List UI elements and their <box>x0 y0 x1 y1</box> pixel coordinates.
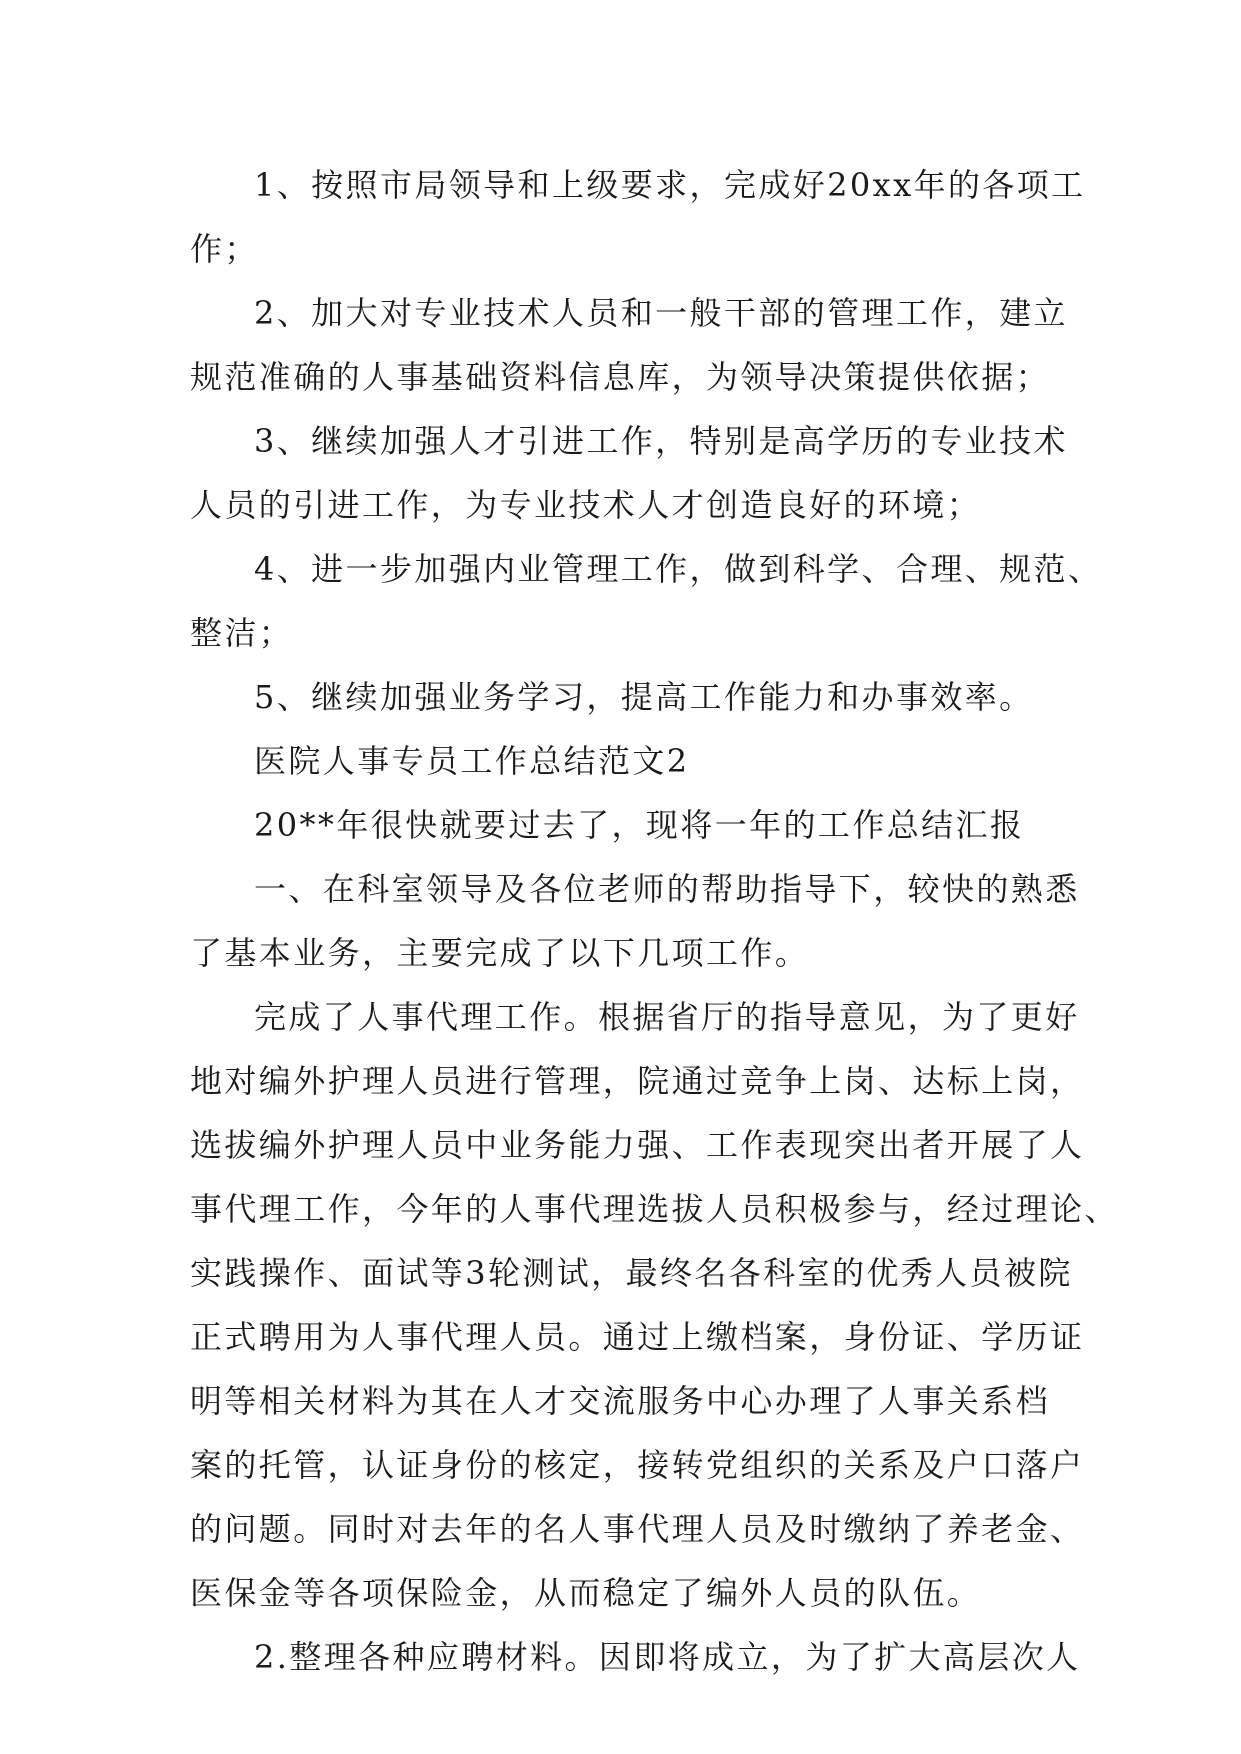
text-line: 作； <box>190 230 259 268</box>
text-line: 一、在科室领导及各位老师的帮助指导下，较快的熟悉 <box>254 870 1080 908</box>
section-heading: 医院人事专员工作总结范文2 <box>254 742 690 780</box>
text-line: 了基本业务，主要完成了以下几项工作。 <box>190 934 810 972</box>
text-line: 正式聘用为人事代理人员。通过上缴档案，身份证、学历证 <box>190 1318 1085 1356</box>
text-line: 案的托管，认证身份的核定，接转党组织的关系及户口落户 <box>190 1446 1085 1484</box>
text-line: 2.整理各种应聘材料。因即将成立，为了扩大高层次人 <box>254 1638 1081 1676</box>
text-line: 实践操作、面试等3轮测试，最终名各科室的优秀人员被院 <box>190 1254 1073 1292</box>
text-line: 1、按照市局领导和上级要求，完成好20xx年的各项工 <box>254 166 1086 204</box>
text-line: 4、进一步加强内业管理工作，做到科学、合理、规范、 <box>254 550 1103 588</box>
text-line: 的问题。同时对去年的名人事代理人员及时缴纳了养老金、 <box>190 1510 1085 1548</box>
text-line: 3、继续加强人才引进工作，特别是高学历的专业技术 <box>254 422 1068 460</box>
text-line: 整洁； <box>190 614 294 652</box>
text-line: 人员的引进工作，为专业技术人才创造良好的环境； <box>190 486 982 524</box>
text-line: 明等相关材料为其在人才交流服务中心办理了人事关系档 <box>190 1382 1051 1420</box>
text-line: 完成了人事代理工作。根据省厅的指导意见，为了更好 <box>254 998 1080 1036</box>
text-line: 2、加大对专业技术人员和一般干部的管理工作，建立 <box>254 294 1068 332</box>
text-line: 规范准确的人事基础资料信息库，为领导决策提供依据； <box>190 358 1051 396</box>
text-line: 医保金等各项保险金，从而稳定了编外人员的队伍。 <box>190 1574 982 1612</box>
text-line: 20**年很快就要过去了，现将一年的工作总结汇报 <box>254 806 1025 844</box>
text-line: 地对编外护理人员进行管理，院通过竞争上岗、达标上岗， <box>190 1062 1085 1100</box>
text-line: 事代理工作，今年的人事代理选拔人员积极参与，经过理论、 <box>190 1190 1119 1228</box>
text-line: 选拔编外护理人员中业务能力强、工作表现突出者开展了人 <box>190 1126 1085 1164</box>
text-line: 5、继续加强业务学习，提高工作能力和办事效率。 <box>254 678 1034 716</box>
